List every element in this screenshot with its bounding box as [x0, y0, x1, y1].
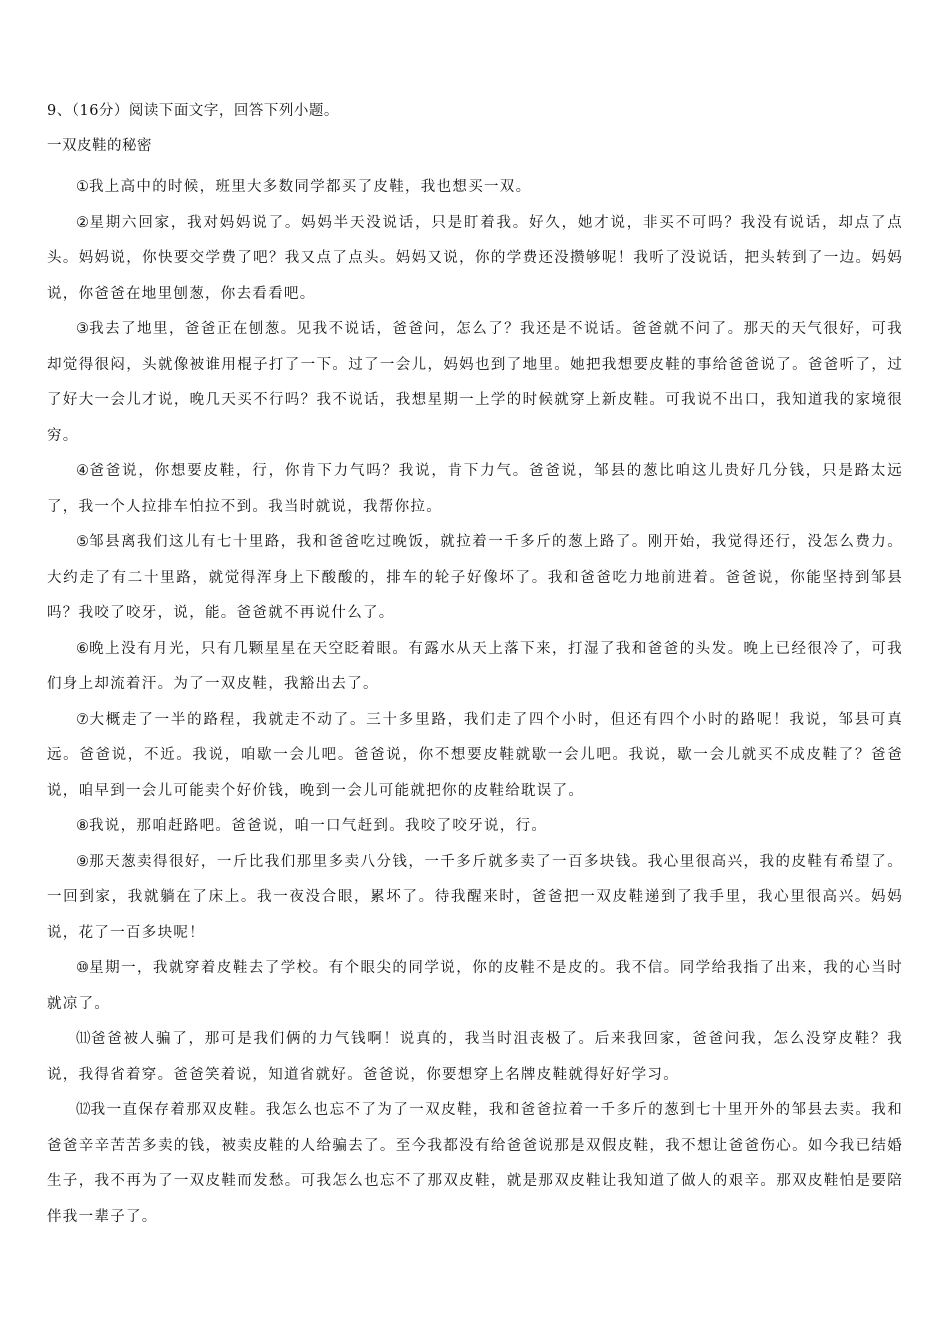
paragraph-4 [47, 454, 903, 525]
paragraph-10 [47, 951, 903, 1022]
paragraph-text: 爸爸被人骗了，那可是我们俩的力气钱啊！说真的，我当时沮丧极了。后来我回家，爸爸问我，怎么没穿皮鞋？我说，我得省着穿。爸爸笑着说，知道省就好。爸爸说，你要想穿上名牌皮鞋就得好好学习。 [47, 1031, 903, 1083]
paragraph-text: 爸爸说，你想要皮鞋，行，你肯下力气吗？我说，肯下力气。爸爸说，邹县的葱比咱这儿贵好几分钱，只是路太远了，我一个人拉排车怕拉不到。我当时就说，我帮你拉。 [47, 463, 903, 515]
paragraph-text: 我去了地里，爸爸正在刨葱。见我不说话，爸爸问，怎么了？我还是不说话。爸爸就不问了。那天的天气很好，可我却觉得很闷，头就像被谁用棍子打了一下。过了一会儿，妈妈也到了地里。她把我想要皮鞋的事给爸爸说了。爸爸听了，过了好大一会儿才说，晚几天买不行吗？我不说话，我想星期一上学的时候就穿上新皮鞋。可我说不出口，我知道我的家境很穷。 [47, 321, 904, 444]
paragraph-number: ③ [76, 321, 90, 337]
paragraph-number: ① [76, 179, 89, 195]
paragraph-3 [47, 312, 903, 454]
paragraph-number: ⑾ [76, 1031, 91, 1047]
paragraph-text: 我一直保存着那双皮鞋。我怎么也忘不了为了一双皮鞋，我和爸爸拉着一千多斤的葱到七十里开外的邹县去卖。我和爸爸辛辛苦苦多卖的钱，被卖皮鞋的人给骗去了。至今我都没有给爸爸说那是双假皮鞋，我不想让爸爸伤心。如今我已结婚生子，我不再为了一双皮鞋而发愁。可我怎么也忘不了那双皮鞋，就是那双皮鞋让我知道了做人的艰辛。那双皮鞋怕是要陪伴我一辈子了。 [47, 1102, 904, 1225]
paragraph-number: ⑩ [76, 960, 90, 976]
paragraph-text: 邹县离我们这儿有七十里路，我和爸爸吃过晚饭，就拉着一千多斤的葱上路了。刚开始，我觉得还行，没怎么费力。大约走了有二十里路，就觉得浑身上下酸酸的，排车的轮子好像坏了。我和爸爸吃力地前进着。爸爸说，你能坚持到邹县吗？我咬了咬牙，说，能。爸爸就不再说什么了。 [47, 534, 904, 621]
paragraph-number: ⑦ [76, 711, 90, 728]
paragraph-2 [47, 206, 903, 313]
paragraph-number: ④ [76, 463, 90, 479]
paragraph-8 [47, 809, 903, 845]
article-title: 一双皮鞋的秘密 [47, 138, 152, 154]
paragraph-number: ⑤ [76, 534, 90, 550]
paragraph-text: 星期六回家，我对妈妈说了。妈妈半天没说话，只是盯着我。好久，她才说，非买不可吗？我没有说话，却点了点头。妈妈说，你快要交学费了吧？我又点了点头。妈妈又说，你的学费还没攒够呢！我听了没说话，把头转到了一边。妈妈说，你爸爸在地里刨葱，你去看看吧。 [47, 214, 903, 302]
paragraph-11 [47, 1022, 903, 1093]
paragraph-9 [47, 845, 903, 952]
paragraph-text: 大概走了一半的路程，我就走不动了。三十多里路，我们走了四个小时，但还有四个小时的路呢！我说，邹县可真远。爸爸说，不近。我说，咱歇一会儿吧。爸爸说，你不想要皮鞋就歇一会儿吧。我说，歇一会儿就买不成皮鞋了？爸爸说，咱早到一会儿可能卖个好价钱，晚到一会儿可能就把你的皮鞋给耽误了。 [47, 711, 903, 799]
paragraph-number: ⑿ [76, 1102, 91, 1118]
paragraph-text: 星期一，我就穿着皮鞋去了学校。有个眼尖的同学说，你的皮鞋不是皮的。我不信。同学给我指了出来，我的心当时就凉了。 [47, 960, 904, 1012]
paragraph-5 [47, 525, 903, 632]
paragraph-1 [47, 170, 903, 206]
paragraph-number: ⑧ [76, 818, 89, 834]
paragraph-text: 我说，那咱赶路吧。爸爸说，咱一口气赶到。我咬了咬牙说，行。 [89, 818, 548, 834]
paragraph-text: 那天葱卖得很好，一斤比我们那里多卖八分钱，一千多斤就多卖了一百多块钱。我心里很高兴，我的皮鞋有希望了。一回到家，我就躺在了床上。我一夜没合眼，累坏了。待我醒来时，爸爸把一双皮鞋递到了我手里，我心里很高兴。妈妈说，花了一百多块呢！ [47, 853, 904, 941]
paragraph-text: 我上高中的时候，班里大多数同学都买了皮鞋，我也想买一双。 [89, 179, 532, 195]
paragraph-6 [47, 632, 903, 703]
paragraph-text: 晚上没有月光，只有几颗星星在天空眨着眼。有露水从天上落下来，打湿了我和爸爸的头发。晚上已经很冷了，可我们身上却流着汗。为了一双皮鞋，我豁出去了。 [47, 640, 904, 692]
paragraph-number: ⑨ [76, 853, 90, 870]
paragraph-number: ⑥ [76, 640, 90, 657]
document-content [47, 100, 903, 1235]
question-header: 9、（16分）阅读下面文字，回答下列小题。 [47, 103, 339, 119]
paragraph-12 [47, 1093, 903, 1235]
paragraph-7 [47, 703, 903, 810]
paragraph-number: ② [76, 214, 90, 231]
